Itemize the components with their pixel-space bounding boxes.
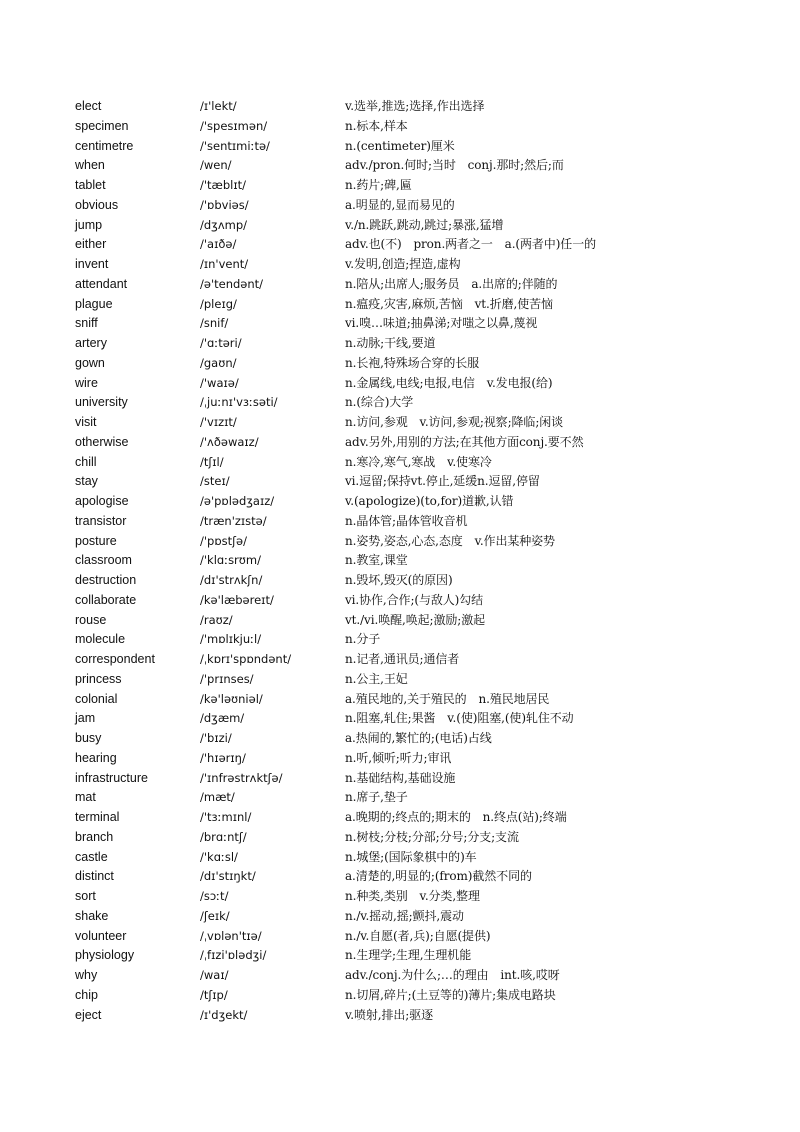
vocab-pronunciation: /dɪ'stɪŋkt/ bbox=[200, 869, 256, 884]
vocab-meaning: n.阻塞,轧住;果酱 v.(使)阻塞,(使)轧住不动 bbox=[345, 711, 574, 726]
vocab-word: wire bbox=[75, 375, 98, 390]
vocab-meaning: n.基础结构,基础设施 bbox=[345, 770, 456, 785]
vocab-pronunciation: /'ɒbviəs/ bbox=[200, 197, 249, 212]
vocab-pronunciation: /'spesɪmən/ bbox=[200, 118, 268, 133]
vocab-entry bbox=[0, 275, 800, 295]
vocab-pronunciation: /tʃɪp/ bbox=[200, 987, 228, 1002]
vocab-meaning: n.听,倾听;听力;审讯 bbox=[345, 750, 452, 765]
vocab-meaning: n.城堡;(国际象棋中的)车 bbox=[345, 849, 477, 864]
vocab-entry bbox=[0, 196, 800, 216]
vocab-meaning: v.发明,创造;捏造,虚构 bbox=[345, 257, 461, 271]
vocab-entry bbox=[0, 314, 800, 334]
vocab-pronunciation: /'vɪzɪt/ bbox=[200, 415, 237, 429]
vocab-word: shake bbox=[75, 908, 109, 923]
vocab-meaning: a.清楚的,明显的;(from)截然不同的 bbox=[345, 869, 532, 884]
vocab-pronunciation: /'tæblɪt/ bbox=[200, 178, 246, 192]
vocab-pronunciation: /gaʊn/ bbox=[200, 355, 237, 370]
vocab-meaning: a.殖民地的,关于殖民的 n.殖民地居民 bbox=[345, 691, 550, 706]
vocab-pronunciation: /ˌvɒlən'tɪə/ bbox=[200, 928, 262, 943]
vocab-word: gown bbox=[75, 355, 105, 370]
vocab-meaning: a.热闹的,繁忙的;(电话)占线 bbox=[345, 731, 492, 745]
vocab-pronunciation: /'prɪnses/ bbox=[200, 671, 254, 686]
vocab-pronunciation: /ʃeɪk/ bbox=[200, 908, 230, 923]
vocab-entry bbox=[0, 216, 800, 236]
vocab-pronunciation: /brɑːntʃ/ bbox=[200, 829, 247, 844]
vocab-meaning: n.姿势,姿态,心态,态度 v.作出某种姿势 bbox=[345, 533, 555, 548]
vocab-pronunciation: /'kɑːsl/ bbox=[200, 849, 238, 864]
vocab-word: sniff bbox=[75, 316, 98, 331]
vocab-entry bbox=[0, 512, 800, 532]
vocab-pronunciation: /dʒʌmp/ bbox=[200, 217, 247, 232]
vocab-meaning: n.寒冷,寒气,寒战 v.使寒冷 bbox=[345, 454, 492, 469]
vocab-meaning: n.种类,类别 v.分类,整理 bbox=[345, 889, 480, 903]
vocab-meaning: v.(apologize)(to,for)道歉,认错 bbox=[345, 494, 514, 508]
vocab-word: destruction bbox=[75, 573, 137, 587]
vocab-pronunciation: /ɪ'dʒekt/ bbox=[200, 1007, 248, 1022]
vocab-pronunciation: /kə'læbəreɪt/ bbox=[200, 592, 274, 607]
vocab-entry bbox=[0, 551, 800, 571]
vocab-meaning: v./n.跳跃,跳动,跳过;暴涨,猛增 bbox=[345, 217, 504, 232]
vocab-pronunciation: /'aɪðə/ bbox=[200, 237, 237, 252]
vocab-meaning: vi.逗留;保持vt.停止,延缓n.逗留,停留 bbox=[345, 474, 540, 489]
vocab-meaning: n./v.自愿(者,兵);自愿(提供) bbox=[345, 928, 491, 943]
vocab-entry bbox=[0, 749, 800, 769]
vocab-word: when bbox=[75, 158, 105, 173]
vocab-entry bbox=[0, 374, 800, 394]
vocab-pronunciation: /'ɑːtəri/ bbox=[200, 336, 242, 350]
vocab-meaning: adv.也(不) pron.两者之一 a.(两者中)任一的 bbox=[345, 237, 596, 252]
vocab-entry bbox=[0, 650, 800, 670]
vocab-pronunciation: /'hɪərɪŋ/ bbox=[200, 750, 246, 765]
vocab-entry bbox=[0, 709, 800, 729]
vocab-entry bbox=[0, 1006, 800, 1026]
vocab-meaning: n.毁坏,毁灭(的原因) bbox=[345, 573, 453, 587]
vocab-word: visit bbox=[75, 415, 97, 429]
vocab-pronunciation: /'pɒstʃə/ bbox=[200, 533, 247, 548]
vocab-entry bbox=[0, 235, 800, 255]
vocab-meaning: n.(centimeter)厘米 bbox=[345, 138, 455, 153]
vocab-pronunciation: /'waɪə/ bbox=[200, 375, 239, 390]
vocab-pronunciation: /'mɒlɪkjuːl/ bbox=[200, 632, 262, 647]
vocab-entry bbox=[0, 393, 800, 413]
vocab-pronunciation: /'sentɪmiːtə/ bbox=[200, 138, 270, 153]
vocab-entry bbox=[0, 828, 800, 848]
vocab-word: why bbox=[75, 968, 98, 982]
vocab-meaning: vi.协作,合作;(与敌人)勾结 bbox=[345, 592, 484, 607]
vocab-entry bbox=[0, 907, 800, 927]
vocab-entry bbox=[0, 433, 800, 453]
vocab-word: hearing bbox=[75, 750, 117, 765]
vocab-meaning: n.药片;碑,匾 bbox=[345, 178, 412, 192]
vocab-word: physiology bbox=[75, 948, 135, 963]
vocab-word: either bbox=[75, 237, 107, 252]
vocab-entry bbox=[0, 630, 800, 650]
vocab-entry bbox=[0, 492, 800, 512]
vocab-entry bbox=[0, 532, 800, 552]
vocab-pronunciation: /ɪn'vent/ bbox=[200, 257, 249, 271]
vocab-pronunciation: /pleɪg/ bbox=[200, 296, 237, 311]
vocab-pronunciation: /mæt/ bbox=[200, 790, 235, 805]
vocab-word: mat bbox=[75, 790, 96, 805]
vocab-meaning: n.教室,课堂 bbox=[345, 553, 408, 568]
vocab-entry bbox=[0, 413, 800, 433]
vocab-word: posture bbox=[75, 533, 117, 548]
vocab-pronunciation: /dɪ'strʌkʃn/ bbox=[200, 573, 263, 587]
vocab-word: volunteer bbox=[75, 928, 127, 943]
vocab-entry bbox=[0, 472, 800, 492]
vocab-meaning: n.访问,参观 v.访问,参观;视察;降临;闲谈 bbox=[345, 415, 564, 429]
vocab-pronunciation: /'klɑːsrʊm/ bbox=[200, 553, 261, 568]
vocab-word: obvious bbox=[75, 197, 119, 212]
vocab-word: centimetre bbox=[75, 138, 134, 153]
vocab-word: classroom bbox=[75, 553, 132, 568]
vocab-entry bbox=[0, 670, 800, 690]
vocab-word: distinct bbox=[75, 869, 114, 884]
vocab-pronunciation: /'ɪnfrəstrʌktʃə/ bbox=[200, 770, 283, 785]
vocab-meaning: vt./vi.唤醒,唤起;激励;激起 bbox=[345, 612, 485, 627]
vocab-pronunciation: /wen/ bbox=[200, 158, 232, 173]
vocab-meaning: n.席子,垫子 bbox=[345, 790, 408, 805]
vocab-word: invent bbox=[75, 257, 109, 271]
vocab-entry bbox=[0, 788, 800, 808]
vocab-word: castle bbox=[75, 849, 108, 864]
vocab-pronunciation: /snif/ bbox=[200, 316, 229, 331]
vocab-word: stay bbox=[75, 474, 98, 489]
vocab-pronunciation: /waɪ/ bbox=[200, 968, 229, 982]
vocab-entry bbox=[0, 986, 800, 1006]
vocab-meaning: a.晚期的;终点的;期末的 n.终点(站);终端 bbox=[345, 810, 567, 824]
vocab-entry bbox=[0, 334, 800, 354]
vocab-meaning: n.分子 bbox=[345, 632, 381, 647]
vocab-meaning: n.公主,王妃 bbox=[345, 671, 408, 686]
vocab-word: apologise bbox=[75, 494, 129, 508]
vocab-entry bbox=[0, 176, 800, 196]
vocab-word: attendant bbox=[75, 276, 128, 291]
vocab-word: infrastructure bbox=[75, 770, 148, 785]
vocab-entry bbox=[0, 97, 800, 117]
vocab-pronunciation: /kə'ləʊniəl/ bbox=[200, 691, 263, 706]
vocab-entry bbox=[0, 137, 800, 157]
vocab-entry bbox=[0, 887, 800, 907]
vocab-pronunciation: /raʊz/ bbox=[200, 612, 233, 627]
vocab-entry bbox=[0, 946, 800, 966]
vocab-entry bbox=[0, 117, 800, 137]
vocab-meaning: n.动脉;干线,要道 bbox=[345, 336, 436, 350]
vocab-word: artery bbox=[75, 336, 107, 350]
vocab-entry bbox=[0, 571, 800, 591]
vocab-meaning: n.树枝;分枝;分部;分号;分支;支流 bbox=[345, 829, 519, 844]
vocab-pronunciation: /'bɪzi/ bbox=[200, 731, 232, 745]
vocab-entry bbox=[0, 295, 800, 315]
vocab-pronunciation: /ˌjuːnɪ'vɜːsəti/ bbox=[200, 395, 278, 410]
vocab-word: eject bbox=[75, 1007, 102, 1022]
vocab-meaning: n.标本,样本 bbox=[345, 118, 408, 133]
vocabulary-list bbox=[0, 97, 800, 1025]
vocab-word: collaborate bbox=[75, 592, 137, 607]
vocab-meaning: n.记者,通讯员;通信者 bbox=[345, 652, 460, 666]
vocab-meaning: vi.嗅…味道;抽鼻涕;对嗤之以鼻,蔑视 bbox=[345, 316, 538, 331]
vocab-word: chill bbox=[75, 454, 97, 469]
vocab-meaning: n./v.摇动,摇;颤抖,震动 bbox=[345, 908, 464, 923]
vocab-pronunciation: /steɪ/ bbox=[200, 474, 230, 489]
vocab-entry bbox=[0, 808, 800, 828]
vocab-pronunciation: /træn'zɪstə/ bbox=[200, 513, 267, 528]
vocab-pronunciation: /sɔːt/ bbox=[200, 889, 229, 903]
vocab-pronunciation: /ˌfɪzi'ɒlədʒi/ bbox=[200, 948, 267, 963]
vocab-entry bbox=[0, 255, 800, 275]
vocab-entry bbox=[0, 611, 800, 631]
vocab-meaning: n.金属线,电线;电报,电信 v.发电报(给) bbox=[345, 375, 553, 390]
vocab-word: correspondent bbox=[75, 652, 155, 666]
vocab-word: princess bbox=[75, 671, 122, 686]
vocab-meaning: n.晶体管;晶体管收音机 bbox=[345, 513, 468, 528]
vocab-entry bbox=[0, 848, 800, 868]
vocab-meaning: n.长袍,特殊场合穿的长服 bbox=[345, 355, 480, 370]
vocab-word: transistor bbox=[75, 513, 127, 528]
vocab-pronunciation: /'ʌðəwaɪz/ bbox=[200, 434, 259, 449]
vocab-meaning: v.选举,推选;选择,作出选择 bbox=[345, 99, 485, 113]
vocab-word: plague bbox=[75, 296, 113, 311]
vocab-word: molecule bbox=[75, 632, 126, 647]
vocab-pronunciation: /'tɜːmɪnl/ bbox=[200, 810, 252, 824]
vocab-entry bbox=[0, 690, 800, 710]
vocab-meaning: adv./pron.何时;当时 conj.那时;然后;而 bbox=[345, 158, 564, 173]
vocab-meaning: n.陪从;出席人;服务员 a.出席的;伴随的 bbox=[345, 276, 558, 291]
vocab-entry bbox=[0, 591, 800, 611]
vocab-word: terminal bbox=[75, 810, 120, 824]
vocab-word: jump bbox=[75, 217, 103, 232]
vocab-meaning: adv.另外,用别的方法;在其他方面conj.要不然 bbox=[345, 434, 584, 449]
vocab-entry bbox=[0, 769, 800, 789]
vocab-meaning: v.喷射,排出;驱逐 bbox=[345, 1007, 434, 1022]
vocab-meaning: n.(综合)大学 bbox=[345, 395, 414, 410]
vocab-entry bbox=[0, 966, 800, 986]
vocab-word: otherwise bbox=[75, 434, 129, 449]
vocab-entry bbox=[0, 354, 800, 374]
vocab-entry bbox=[0, 867, 800, 887]
vocab-pronunciation: /ə'tendənt/ bbox=[200, 276, 264, 291]
vocab-meaning: adv./conj.为什么;…的理由 int.咳,哎呀 bbox=[345, 968, 560, 982]
vocab-meaning: n.瘟疫,灾害,麻烦,苦恼 vt.折磨,使苦恼 bbox=[345, 296, 553, 311]
vocab-meaning: n.生理学;生理,生理机能 bbox=[345, 948, 472, 963]
vocab-word: branch bbox=[75, 829, 114, 844]
vocab-entry bbox=[0, 156, 800, 176]
vocab-entry bbox=[0, 927, 800, 947]
vocab-pronunciation: /ɪ'lekt/ bbox=[200, 99, 237, 113]
vocab-pronunciation: /dʒæm/ bbox=[200, 711, 245, 726]
vocab-word: rouse bbox=[75, 612, 107, 627]
vocab-entry bbox=[0, 453, 800, 473]
vocab-word: chip bbox=[75, 987, 98, 1002]
vocab-word: busy bbox=[75, 731, 102, 745]
vocab-word: elect bbox=[75, 99, 102, 113]
vocab-entry bbox=[0, 729, 800, 749]
vocab-word: jam bbox=[75, 711, 96, 726]
vocab-word: sort bbox=[75, 889, 96, 903]
vocab-word: university bbox=[75, 395, 128, 410]
vocab-word: specimen bbox=[75, 118, 129, 133]
vocab-pronunciation: /tʃɪl/ bbox=[200, 454, 224, 469]
vocab-meaning: n.切屑,碎片;(土豆等的)薄片;集成电路块 bbox=[345, 987, 556, 1002]
vocab-pronunciation: /ˌkɒrɪ'spɒndənt/ bbox=[200, 652, 292, 666]
vocab-word: tablet bbox=[75, 178, 106, 192]
vocab-meaning: a.明显的,显而易见的 bbox=[345, 197, 455, 212]
vocab-pronunciation: /ə'pɒlədʒaɪz/ bbox=[200, 494, 275, 508]
vocab-word: colonial bbox=[75, 691, 118, 706]
